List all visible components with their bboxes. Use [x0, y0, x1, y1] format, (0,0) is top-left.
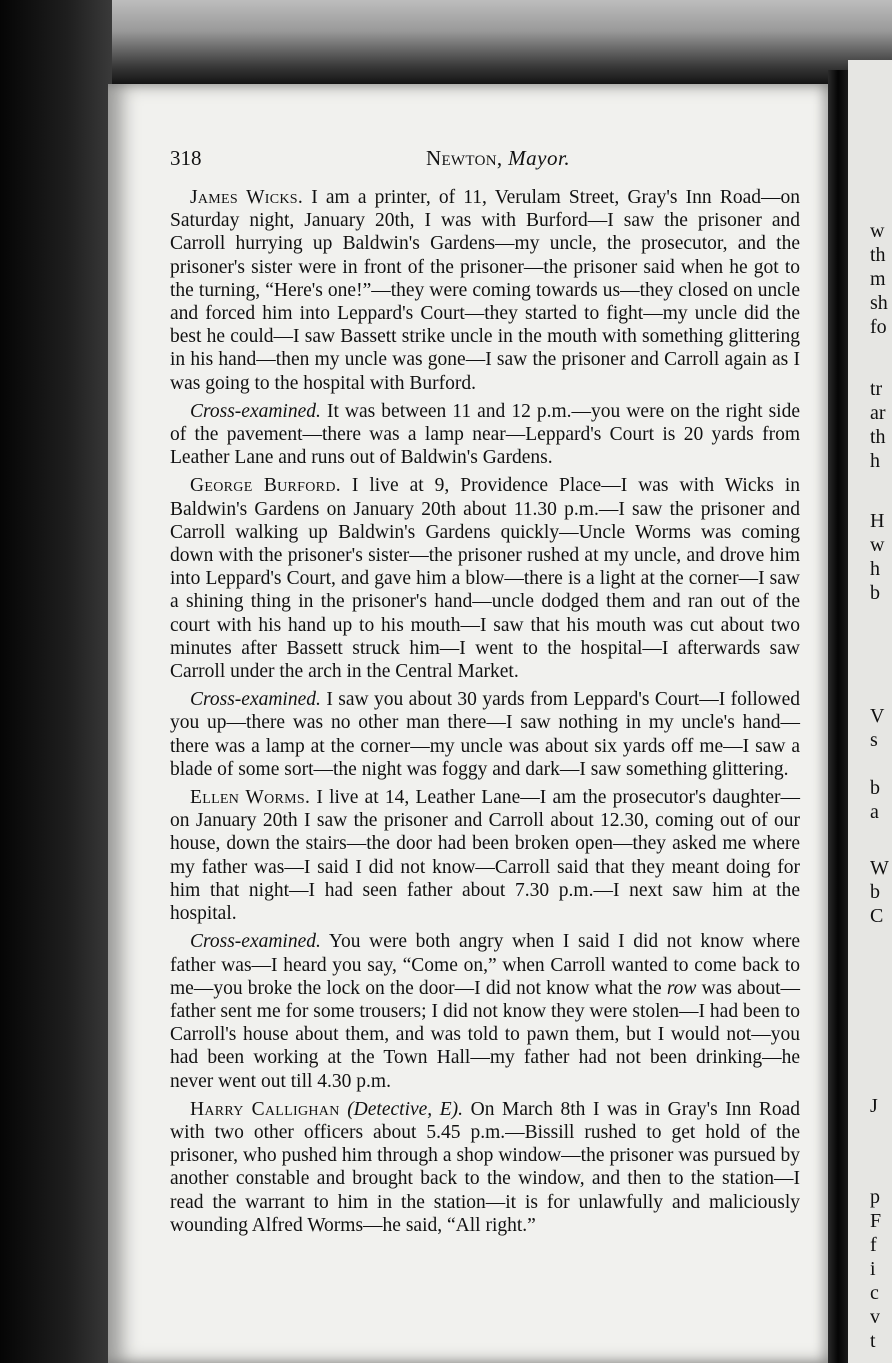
- testimony-text: I live at 9, Providence Place—I was with Wicks in Baldwin's Gardens on January 20th about 11.30 p.m.—I saw the prisoner and Carroll walking up Baldwin's Gardens quickly—Uncle Worms was coming down with the prisoner's sister—the prisoner rushed at my uncle, and drove him into Leppard's Court, and gave him a blow—there is a light at the corner—I saw a shining thing in the prisoner's hand—uncle dodged them and ran out of the court with his hand up to his mouth—I saw that his mouth was cut about two minutes after Bassett struck him—I went to the hospital—I afterwards saw Carroll under the arch in the Central Market.: [170, 475, 800, 683]
- adjacent-fragment: th: [870, 426, 886, 448]
- cross-examination-paragraph: [170, 930, 800, 1092]
- witness-role: (Detective, E).: [347, 1098, 464, 1120]
- witness-name: George Burford.: [190, 475, 341, 497]
- page-body: [170, 186, 800, 1242]
- adjacent-fragment: i: [870, 1258, 876, 1280]
- cross-examination-paragraph: [170, 400, 800, 470]
- adjacent-fragment: V: [870, 705, 885, 727]
- adjacent-fragment: v: [870, 1306, 880, 1328]
- adjacent-fragment: F: [870, 1210, 882, 1232]
- adjacent-fragment: b: [870, 582, 880, 604]
- adjacent-fragment: h: [870, 558, 880, 580]
- testimony-paragraph: [170, 786, 800, 925]
- adjacent-fragment: W: [870, 857, 889, 879]
- page-number: 318: [170, 146, 202, 170]
- adjacent-fragment: ar: [870, 402, 886, 424]
- adjacent-fragment: c: [870, 1282, 879, 1304]
- testimony-text: was about—father sent me for some trousers; I did not know they were stolen—I had been to Carroll's house about them, and was told to pawn them, but I would not—you had been working at the Town Hall—my father had not been drinking—he never went out till 4.30 p.m.: [170, 977, 800, 1092]
- running-head-name: Newton,: [426, 146, 503, 170]
- testimony-text: I saw you about 30 yards from Leppard's Court—I followed you up—there was no other man there—I saw nothing in my uncle's hand—there was a lamp at the corner—my uncle was about six yards off me—I saw a blade of some sort—the night was foggy and dark—I saw something glittering.: [170, 689, 800, 780]
- adjacent-fragment: w: [870, 534, 885, 556]
- witness-name: Ellen Worms.: [190, 787, 311, 809]
- adjacent-fragment: C: [870, 905, 884, 927]
- adjacent-fragment: w: [870, 220, 885, 242]
- adjacent-fragment: H: [870, 510, 885, 532]
- adjacent-page-edge: [848, 60, 892, 1363]
- testimony-paragraph: [170, 186, 800, 395]
- adjacent-fragment: a: [870, 801, 879, 823]
- witness-name: Harry Callighan: [190, 1098, 340, 1120]
- testimony-text: I live at 14, Leather Lane—I am the prosecutor's daughter—on January 20th I saw the prisoner and Carroll about 12.30, coming out of our house, down the stairs—the door had been broken open—they asked me where my father was—I said I did not know—Carroll said that they meant doing for him that night—I had seen father about 7.30 p.m.—I next saw him at the hospital.: [170, 787, 801, 925]
- cross-examined-label: Cross-examined.: [190, 931, 321, 953]
- adjacent-fragment: m: [870, 268, 886, 290]
- adjacent-fragment: sh: [870, 292, 888, 314]
- testimony-paragraph: [170, 474, 800, 683]
- adjacent-fragment: J: [870, 1095, 878, 1117]
- running-head: [426, 146, 570, 171]
- testimony-text: On March 8th I was in Gray's Inn Road with two other officers about 5.45 p.m.—Bissill rushed to get hold of the prisoner, who pushed him through a shop window—the prisoner was pursued by another constable and brought back to the window, and then to the station—I read the warrant to him in the station—it is for unlawfully and maliciously wounding Alfred Worms—he said, “All right.”: [170, 1098, 801, 1236]
- adjacent-fragment: th: [870, 244, 886, 266]
- testimony-text: You were both angry when I said I did not know where father was—I heard you say, “Come on,” when Carroll wanted to come back to me—you broke the lock on the door—I did not know what the: [170, 931, 800, 999]
- testimony-paragraph: [170, 1098, 800, 1237]
- adjacent-fragment: t: [870, 1330, 876, 1352]
- adjacent-fragment: tr: [870, 378, 883, 400]
- page-header: [170, 146, 800, 176]
- adjacent-fragment: s: [870, 729, 878, 751]
- testimony-text: I am a printer, of 11, Verulam Street, Gray's Inn Road—on Saturday night, January 20th, I was with Burford—I saw the prisoner and Carroll hurrying up Baldwin's Gardens—my uncle, the prosecutor, and the prisoner's sister were in front of the prisoner—the prisoner said when he got to the turning, “Here's one!”—they were coming towards us—they closed on uncle and forced him into Leppard's Court—they started to fight—my uncle did the best he could—I saw Bassett strike uncle in the mouth with something glittering in his hand—then my uncle was gone—I saw the prisoner and Carroll again as I was going to the hospital with Burford.: [170, 187, 800, 394]
- adjacent-fragment: fo: [870, 316, 887, 338]
- cross-examined-label: Cross-examined.: [190, 689, 321, 711]
- scanner-top-edge: [0, 0, 892, 88]
- adjacent-fragment: b: [870, 777, 880, 799]
- testimony-text: It was between 11 and 12 p.m.—you were on the right side of the pavement—there was a lamp near—Leppard's Court is 20 yards from Leather Lane and runs out of Baldwin's Gardens.: [170, 400, 800, 469]
- book-gutter: [828, 70, 848, 1363]
- adjacent-fragment: p: [870, 1186, 880, 1208]
- emphasized-word: row: [666, 977, 697, 999]
- adjacent-fragment: f: [870, 1234, 877, 1256]
- witness-name: James Wicks.: [190, 187, 304, 208]
- running-head-title: Mayor.: [508, 146, 571, 170]
- book-edge-shadow: [0, 0, 112, 1363]
- adjacent-fragment: h: [870, 450, 880, 472]
- adjacent-fragment: b: [870, 881, 880, 903]
- cross-examined-label: Cross-examined.: [190, 400, 321, 422]
- cross-examination-paragraph: [170, 688, 800, 781]
